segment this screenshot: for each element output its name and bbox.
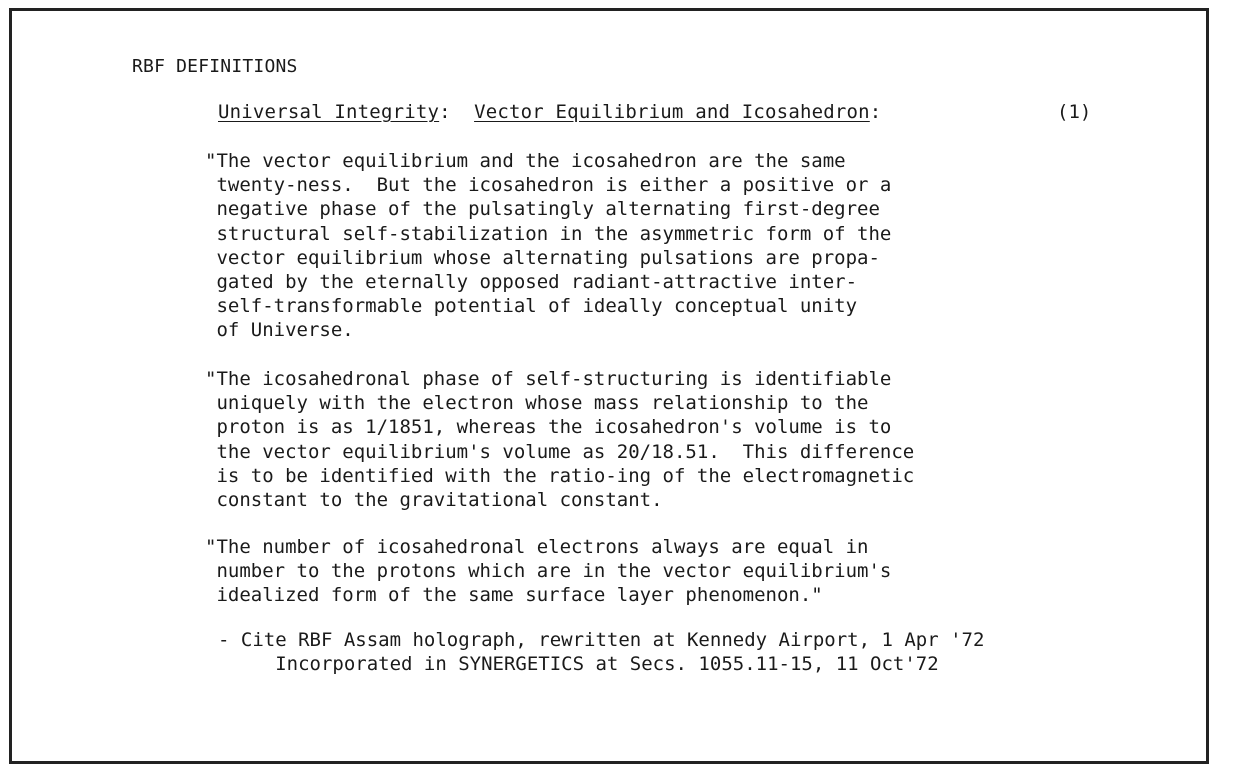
title-part-vector-equilibrium: Vector Equilibrium and Icosahedron [474, 101, 870, 123]
paragraph-3: "The number of icosahedronal electrons always are equal in number to the protons which are in the vector equilibrium's idealized form of the same surface layer phenomenon." [205, 536, 892, 607]
definition-title [218, 100, 881, 124]
citation-line-1: - Cite RBF Assam holograph, rewritten at Kennedy Airport, 1 Apr '72 [218, 629, 985, 651]
title-colon: : [869, 101, 882, 123]
document-header: RBF DEFINITIONS [132, 56, 298, 77]
paragraph-2: "The icosahedronal phase of self-structuring is identifiable uniquely with the electron whose mass relationship to the proton is as 1/1851, whereas the icosahedron's volume is to the vector equilibrium's volume as 20/18.51. This difference is to be identified with the ratio-ing of the electromagnetic constant to the gravitational constant. [205, 368, 915, 512]
paragraph-1: "The vector equilibrium and the icosahedron are the same twenty-ness. But the icosahedron is either a positive or a negative phase of the pulsatingly alternating first-degree structural self-stabilization in the asymmetric form of the vector equilibrium whose alternating pulsations are propa- gated by the eternally opposed radiant-attractive inter- self-transformable potential of ideally conceptual unity of Universe. [205, 150, 892, 342]
definition-number: (1) [1057, 101, 1092, 123]
title-separator: : [439, 101, 475, 123]
citation-line-2: Incorporated in SYNERGETICS at Secs. 1055.11-15, 11 Oct'72 [218, 653, 939, 675]
title-part-universal-integrity: Universal Integrity [218, 101, 440, 123]
citation [218, 628, 984, 676]
